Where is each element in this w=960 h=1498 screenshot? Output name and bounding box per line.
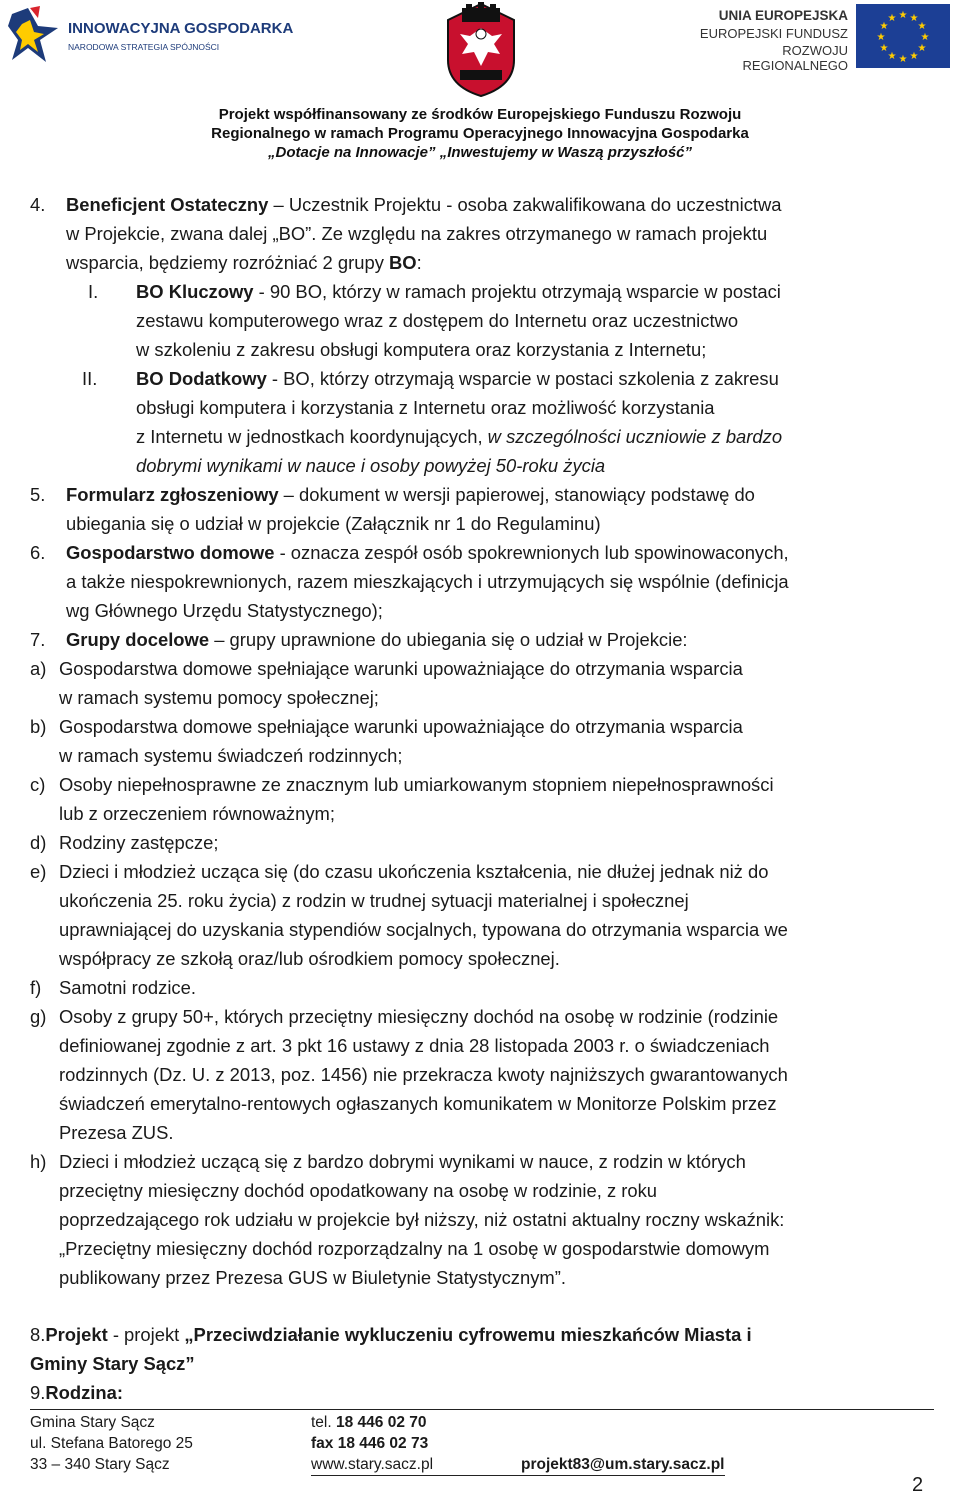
item-8 [30,1320,930,1378]
footer-divider [30,1409,934,1410]
innowacyjna-gospodarka-logo [8,6,294,66]
text-line: Osoby z grupy 50+, których przeciętny miesięczny dochód na osobę w rodzinie (rodzinie [59,1006,779,1027]
text-line: - projekt [107,1324,185,1345]
svg-text:★: ★ [917,43,927,54]
text-line: w ramach systemu pomocy społecznej; [59,687,379,708]
text-line: Prezesa ZUS. [59,1122,174,1143]
text-line: przeciętny miesięczny dochód opodatkowany na osobę w rodzinie, z roku [59,1180,658,1201]
text-line: - oznacza zespół osób spokrewnionych lub spowinowaconych, [274,542,789,563]
item-number: I. [88,281,99,302]
text-line: ubiegania się o udział w projekcie (Załącznik nr 1 do Regulaminu) [66,513,601,534]
item-d [30,828,930,857]
term: Gospodarstwo domowe [66,542,275,563]
text-line: Dzieci i młodzież ucząca się (do czasu ukończenia kształcenia, nie dłużej jednak niż do [59,861,769,882]
text-line: Osoby niepełnosprawne ze znacznym lub umiarkowanym stopniem niepełnosprawności [59,774,774,795]
item-5 [30,480,930,538]
item-number: 6. [30,542,46,563]
page-number: 2 [912,1474,924,1496]
svg-text:★: ★ [909,13,919,24]
text-line: świadczeń emerytalno-rentowych ogłaszanych komunikatem w Monitorze Polskim przez [59,1093,777,1114]
document-body [30,190,930,1407]
text-line: – grupy uprawnione do ubiegania się o udział w Projekcie: [209,629,688,650]
eu-flag-icon [856,4,950,68]
logo-left-title: INNOWACYJNA GOSPODARKA [68,20,294,37]
term: BO Kluczowy [136,281,254,302]
tel-label: tel. [311,1414,336,1431]
text-line: Samotni rodzice. [59,977,196,998]
text-line: Rodziny zastępcze; [59,832,219,853]
text-line: definiowanej zgodnie z art. 3 pkt 16 ustawy z dnia 28 listopada 2003 r. o świadczeniach [59,1035,770,1056]
item-number: 4. [30,194,46,215]
text-line: zestawu komputerowego wraz z dostępem do Internetu oraz uczestnictwo [136,310,739,331]
item-number: e) [30,861,47,882]
term: Rodzina: [45,1382,123,1403]
term: Formularz zgłoszeniowy [66,484,279,505]
text-line: wsparcia, będziemy rozróżniać 2 grupy [66,252,389,273]
text-line: – dokument w wersji papierowej, stanowiący podstawę do [278,484,755,505]
item-h [30,1147,930,1292]
item-number: II. [82,368,98,389]
text-line: z Internetu w jednostkach koordynujących, [136,426,488,447]
item-6 [30,538,930,625]
item-number: d) [30,832,47,853]
header-line-1: Projekt współfinansowany ze środków Europejskiego Funduszu Rozwoju [218,106,742,123]
item-number: g) [30,1006,47,1027]
tel-number: 18 446 02 70 [335,1414,427,1431]
svg-text:★: ★ [887,13,897,24]
item-number: 9. [30,1382,46,1403]
item-e [30,857,930,973]
footer-tel [311,1413,427,1433]
item-number: 7. [30,629,46,650]
svg-text:★: ★ [876,32,886,43]
text-line: - BO, którzy otrzymają wsparcie w postaci szkolenia z zakresu [266,368,779,389]
svg-text:★: ★ [898,54,908,65]
text-line: : [416,252,422,273]
text-line: ukończenia 25. roku życia) z rodzin w trudnej sytuacji materialnej i społecznej [59,890,689,911]
svg-text:★: ★ [887,51,897,62]
item-a [30,654,930,712]
logo-right-title: UNIA EUROPEJSKA [718,8,848,23]
item-number: b) [30,716,47,737]
logo-left-subtitle: NARODOWA STRATEGIA SPÓJNOŚCI [68,42,220,52]
item-f [30,973,930,1002]
item-number: 5. [30,484,46,505]
text-line: w ramach systemu świadczeń rodzinnych; [59,745,403,766]
text-line: publikowany przez Prezesa GUS w Biuletynie Statystycznym”. [59,1267,566,1288]
svg-text:★: ★ [879,43,889,54]
item-9 [30,1378,930,1407]
item-number: a) [30,658,47,679]
text-line: Gminy Stary Sącz” [30,1353,195,1374]
term: Projekt [45,1324,108,1345]
footer-street: ul. Stefana Batorego 25 [30,1435,193,1452]
item-7 [30,625,930,654]
item-b [30,712,930,770]
footer-www[interactable]: www.stary.sacz.pl [311,1455,521,1476]
text-line: uprawniającej do uzyskania stypendiów socjalnych, typowana do otrzymania wsparcia we [59,919,788,940]
item-c [30,770,930,828]
text-line: Gospodarstwa domowe spełniające warunki upoważniające do otrzymania wsparcia [59,716,743,737]
text-line: w szczególności uczniowie z bardzo [487,426,783,447]
text-line: „Przeciwdziałanie wykluczeniu cyfrowemu mieszkańców Miasta i [184,1324,752,1345]
footer-email[interactable]: projekt83@um.stary.sacz.pl [521,1455,725,1476]
text-line: wg Głównego Urzędu Statystycznego); [66,600,383,621]
eu-logo [680,4,950,73]
svg-text:★: ★ [917,21,927,32]
text-line: w Projekcie, zwana dalej „BO”. Ze względu na zakres otrzymanego w ramach projektu [66,223,768,244]
item-number: f) [30,977,42,998]
item-number: 8. [30,1324,46,1345]
item-number: h) [30,1151,47,1172]
text-line: współpracy ze szkołą oraz/lub ośrodkiem pomocy społecznej. [59,948,560,969]
item-I [30,277,930,364]
item-number: c) [30,774,46,795]
coat-of-arms-icon [440,0,522,98]
svg-text:★: ★ [898,10,908,21]
fax-number: 18 446 02 73 [337,1435,429,1452]
text-line: lub z orzeczeniem równoważnym; [59,803,335,824]
svg-text:★: ★ [920,32,930,43]
stary-sacz-crest [440,0,522,98]
text-line: Dzieci i młodzież uczącą się z bardzo dobrymi wynikami w nauce, z rodzin w których [59,1151,746,1172]
svg-text:★: ★ [879,21,889,32]
text-line: „Przeciętny miesięczny dochód rozporządzalny na 1 osobę w gospodarstwie domowym [59,1238,770,1259]
text-line: poprzedzającego rok udziału w projekcie był niższy, niż ostatni aktualny roczny wskaźnik: [59,1209,785,1230]
header-line-3: „Dotacje na Innowacje” „Inwestujemy w Waszą przyszłość” [267,144,693,161]
footer-name: Gmina Stary Sącz [30,1414,155,1431]
logo-right-sub2: ROZWOJU REGIONALNEGO [742,43,848,73]
text-line: dobrymi wynikami w nauce i osoby powyżej 50-roku życia [136,455,606,476]
text-line: w szkoleniu z zakresu obsługi komputera oraz korzystania z Internetu; [136,339,707,360]
text-line: rodzinnych (Dz. U. z 2013, poz. 1456) nie przekracza kwoty najniższych gwarantowanych [59,1064,788,1085]
text-line: a także niespokrewnionych, razem mieszkających i utrzymujących się wspólnie (definicja [66,571,789,592]
text-line: – Uczestnik Projektu - osoba zakwalifikowana do uczestnictwa [268,194,782,215]
item-II [30,364,930,480]
term: BO Dodatkowy [136,368,267,389]
logo-right-sub1: EUROPEJSKI FUNDUSZ [699,26,848,41]
footer-city: 33 – 340 Stary Sącz [30,1456,170,1473]
item-g [30,1002,930,1147]
item-4 [30,190,930,277]
term: BO [389,252,417,273]
header-line-2: Regionalnego w ramach Programu Operacyjnego Innowacyjna Gospodarka [211,125,749,142]
text-line: Gospodarstwa domowe spełniające warunki upoważniające do otrzymania wsparcia [59,658,743,679]
term: Grupy docelowe [66,629,210,650]
svg-text:★: ★ [909,51,919,62]
text-line: obsługi komputera i korzystania z Internetu oraz możliwość korzystania [136,397,715,418]
term: Beneficjent Ostateczny [66,194,269,215]
footer-fax [311,1434,428,1454]
text-line: - 90 BO, którzy w ramach projektu otrzymają wsparcie w postaci [253,281,781,302]
fax-label: fax [311,1435,338,1452]
